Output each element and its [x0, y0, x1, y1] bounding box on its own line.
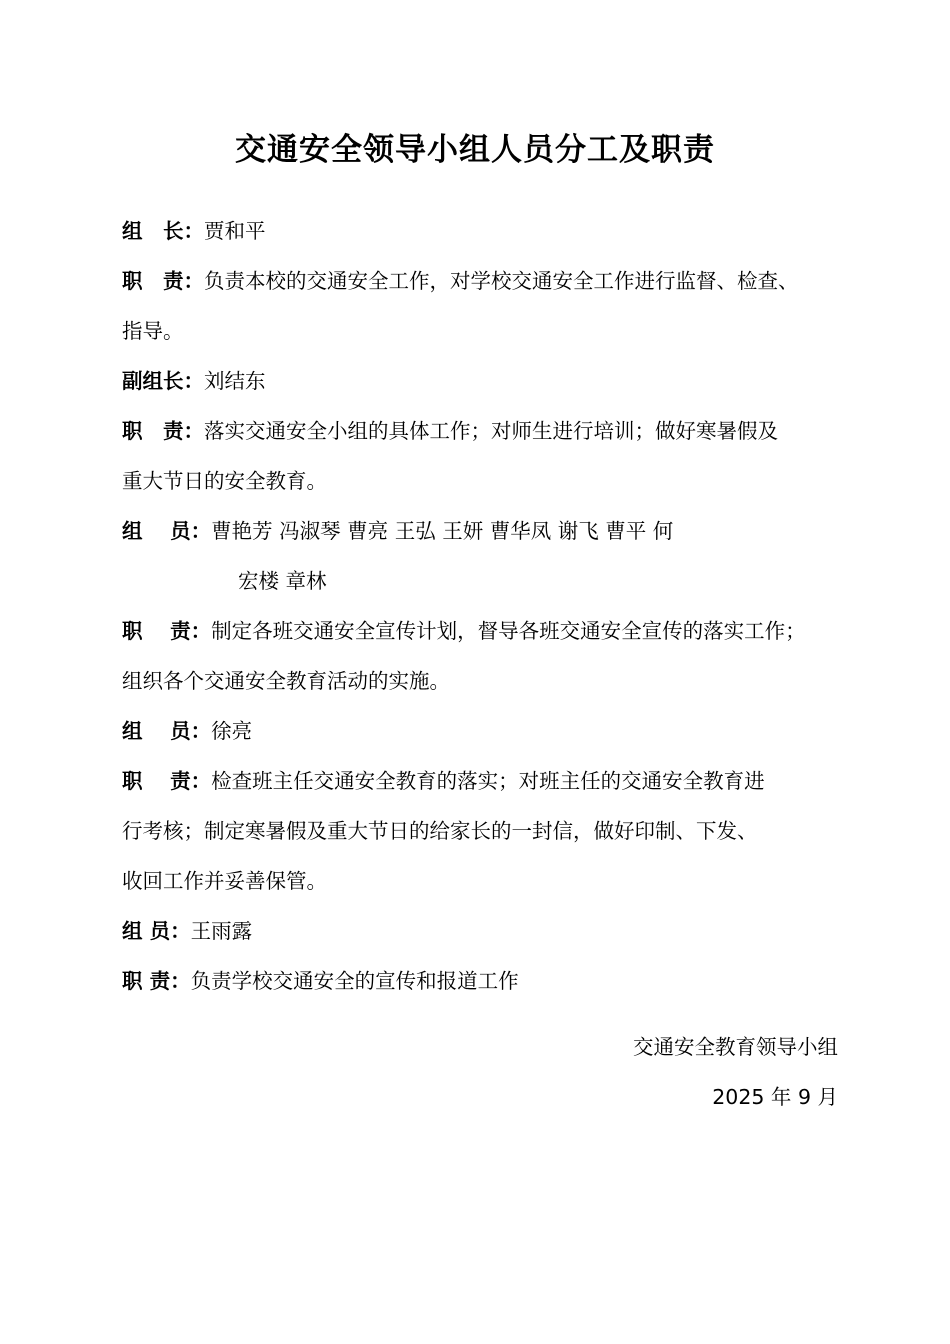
- role-label: 职 责: [122, 419, 184, 443]
- line-text: 曹艳芳 冯淑琴 曹亮 王弘 王妍 曹华凤 谢飞 曹平 何: [211, 519, 674, 543]
- label-separator: ：: [183, 269, 204, 293]
- label-separator: ：: [190, 619, 212, 643]
- signature-org: 交通安全教育领导小组: [633, 1035, 838, 1059]
- document-line: [122, 256, 862, 306]
- label-separator: ：: [190, 719, 212, 743]
- line-text: 负责学校交通安全的宣传和报道工作: [190, 969, 519, 993]
- label-separator: ：: [183, 419, 204, 443]
- document-line: [122, 406, 862, 456]
- document-line: [122, 506, 862, 556]
- document-line: [122, 956, 862, 1006]
- label-separator: ：: [183, 369, 204, 393]
- role-label: 职 责: [122, 619, 191, 643]
- role-label: 副组长: [122, 369, 184, 393]
- document-line: [122, 606, 862, 656]
- line-text: 组织各个交通安全教育活动的实施。: [122, 669, 450, 693]
- document-line: [122, 306, 862, 356]
- label-separator: ：: [183, 219, 204, 243]
- document-line: [122, 806, 862, 856]
- document-line: [122, 456, 862, 506]
- line-text: 行考核；制定寒暑假及重大节日的给家长的一封信，做好印制、下发、: [122, 819, 758, 843]
- document-title: 交通安全领导小组人员分工及职责: [235, 132, 715, 168]
- document-line: [122, 756, 862, 806]
- label-separator: ：: [170, 919, 191, 943]
- label-separator: ：: [190, 769, 212, 793]
- document-line: [122, 356, 862, 406]
- role-label: 职 责: [122, 969, 171, 993]
- line-text: 落实交通安全小组的具体工作；对师生进行培训；做好寒暑假及: [204, 419, 778, 443]
- document-line: [122, 856, 862, 906]
- role-label: 组 员: [122, 519, 191, 543]
- line-text: 贾和平: [204, 219, 266, 243]
- line-text: 王雨露: [190, 919, 253, 943]
- line-text: 刘结东: [204, 369, 266, 393]
- document-line: [122, 706, 862, 756]
- role-label: 组 长: [122, 219, 184, 243]
- document-line: [122, 656, 862, 706]
- line-text: 重大节日的安全教育。: [122, 469, 327, 493]
- line-text: 指导。: [122, 319, 184, 343]
- line-text: 制定各班交通安全宣传计划，督导各班交通安全宣传的落实工作；: [211, 619, 806, 643]
- signature-date: 2025 年 9 月: [712, 1085, 838, 1109]
- line-text: 负责本校的交通安全工作，对学校交通安全工作进行监督、检查、: [204, 269, 799, 293]
- role-label: 组 员: [122, 719, 191, 743]
- line-text: 宏楼 章林: [238, 569, 327, 593]
- role-label: 组 员: [122, 919, 171, 943]
- document-line: [122, 556, 862, 606]
- line-text: 收回工作并妥善保管。: [122, 869, 327, 893]
- document-line: [122, 206, 862, 256]
- role-label: 职 责: [122, 769, 191, 793]
- label-separator: ：: [190, 519, 212, 543]
- signature-block: [633, 1022, 838, 1122]
- line-text: 徐亮: [211, 719, 253, 743]
- line-text: 检查班主任交通安全教育的落实；对班主任的交通安全教育进: [211, 769, 765, 793]
- role-label: 职 责: [122, 269, 184, 293]
- document-line: [122, 906, 862, 956]
- label-separator: ：: [170, 969, 191, 993]
- document-body: [122, 206, 862, 1006]
